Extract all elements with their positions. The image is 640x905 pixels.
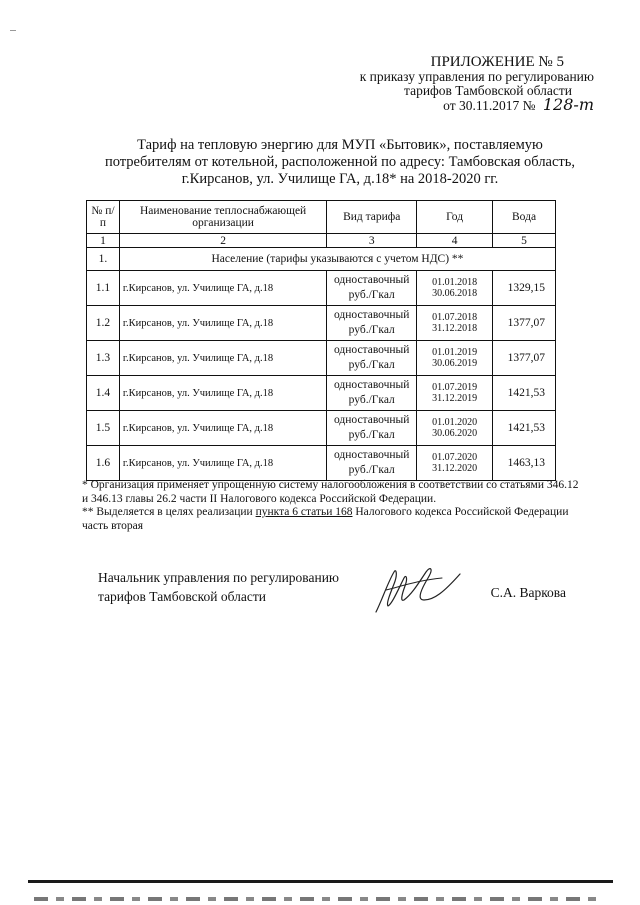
- tax-code-link[interactable]: пункта 6 статьи 168: [255, 506, 353, 518]
- table-row: [87, 446, 556, 481]
- row-tariff-kind: [327, 376, 417, 411]
- row-period: [417, 341, 493, 376]
- row-number: 1.3: [87, 341, 120, 376]
- row-organization: г.Кирсанов, ул. Училище ГА, д.18: [119, 446, 326, 481]
- footnote-2-suffix: Налогового кодекса Российской Федерации часть вторая: [82, 506, 569, 532]
- row-water-value: 1329,15: [493, 271, 556, 306]
- header-name: Наименование теплоснабжающей организации: [119, 201, 326, 234]
- row-tariff-kind: [327, 411, 417, 446]
- tariff-kind-type: одноставочный: [333, 344, 410, 356]
- period-to: 30.06.2020: [432, 428, 478, 439]
- row-water-value: 1421,53: [493, 411, 556, 446]
- period-from: 01.07.2020: [432, 452, 478, 463]
- row-organization: г.Кирсанов, ул. Училище ГА, д.18: [119, 341, 326, 376]
- tariff-kind-unit: руб./Гкал: [348, 289, 395, 301]
- order-number-handwritten: 128-т: [542, 95, 594, 114]
- annex-title: ПРИЛОЖЕНИЕ № 5: [430, 54, 564, 70]
- table-row: [87, 411, 556, 446]
- tariff-kind-unit: руб./Гкал: [348, 394, 395, 406]
- signer-position-line-1: Начальник управления по регулированию: [98, 570, 340, 585]
- table-header-row: [87, 201, 556, 234]
- row-period: [417, 306, 493, 341]
- scan-bottom-border: [28, 880, 613, 883]
- header-num: № п/п: [87, 201, 120, 234]
- tariff-table: [86, 200, 556, 481]
- annex-date: от 30.11.2017 №: [443, 98, 536, 113]
- row-water-value: 1377,07: [493, 341, 556, 376]
- period-from: 01.07.2019: [432, 382, 478, 393]
- period-to: 30.06.2018: [432, 288, 478, 299]
- row-organization: г.Кирсанов, ул. Училище ГА, д.18: [119, 306, 326, 341]
- row-number: 1.4: [87, 376, 120, 411]
- handwritten-signature: [368, 560, 468, 618]
- row-organization: г.Кирсанов, ул. Училище ГА, д.18: [119, 376, 326, 411]
- table-row: [87, 271, 556, 306]
- row-tariff-kind: [327, 446, 417, 481]
- row-period: [417, 376, 493, 411]
- signer-name: С.А. Варкова: [490, 585, 566, 600]
- table-row: [87, 341, 556, 376]
- tariff-kind-unit: руб./Гкал: [348, 464, 395, 476]
- header-water: Вода: [493, 201, 556, 234]
- row-tariff-kind: [327, 271, 417, 306]
- column-index: 5: [493, 234, 556, 248]
- row-period: [417, 446, 493, 481]
- period-to: 30.06.2019: [432, 358, 478, 369]
- tariff-kind-type: одноставочный: [333, 309, 410, 321]
- annex-date-line: [360, 95, 594, 114]
- row-water-value: 1463,13: [493, 446, 556, 481]
- row-water-value: 1421,53: [493, 376, 556, 411]
- annex-authority-line: тарифов Тамбовской области: [404, 83, 572, 98]
- scan-margin-mark: [10, 30, 16, 31]
- footnotes: [82, 479, 582, 533]
- scan-bottom-fragment: [34, 897, 604, 901]
- signer-position: [98, 568, 339, 606]
- column-index-row: [87, 234, 556, 248]
- column-index: 3: [327, 234, 417, 248]
- signer-position-line-2: тарифов Тамбовской области: [98, 589, 266, 604]
- period-from: 01.01.2020: [432, 417, 478, 428]
- footnote-1: * Организация применяет упрощенную систему налогообложения в соответствии со статьями 346.12 и 346.13 главы 26.2 части II Налогового кодекса Российской Федерации.: [82, 479, 579, 505]
- column-index: 4: [417, 234, 493, 248]
- row-number: 1.5: [87, 411, 120, 446]
- row-period: [417, 411, 493, 446]
- table-row: [87, 306, 556, 341]
- annex-header: [360, 55, 594, 113]
- group-title: Население (тарифы указываются с учетом НДС) **: [119, 248, 555, 271]
- group-number: 1.: [87, 248, 120, 271]
- annex-order-line: к приказу управления по регулированию: [359, 69, 594, 84]
- table-row: [87, 376, 556, 411]
- row-tariff-kind: [327, 341, 417, 376]
- tariff-kind-unit: руб./Гкал: [348, 359, 395, 371]
- row-number: 1.2: [87, 306, 120, 341]
- row-period: [417, 271, 493, 306]
- header-kind: Вид тарифа: [327, 201, 417, 234]
- footnote-2-prefix: ** Выделяется в целях реализации: [82, 506, 256, 518]
- period-from: 01.01.2018: [432, 277, 478, 288]
- title-line-2: потребителям от котельной, расположенной по адресу: Тамбовская область,: [104, 154, 576, 170]
- period-to: 31.12.2018: [432, 323, 478, 334]
- tariff-kind-type: одноставочный: [333, 449, 410, 461]
- row-tariff-kind: [327, 306, 417, 341]
- title-line-3: г.Кирсанов, ул. Училище ГА, д.18* на 2018-2020 гг.: [181, 171, 499, 187]
- column-index: 1: [87, 234, 120, 248]
- tariff-kind-unit: руб./Гкал: [348, 429, 395, 441]
- row-organization: г.Кирсанов, ул. Училище ГА, д.18: [119, 411, 326, 446]
- tariff-kind-type: одноставочный: [333, 379, 410, 391]
- tariff-kind-type: одноставочный: [333, 274, 410, 286]
- period-to: 31.12.2020: [432, 463, 478, 474]
- period-from: 01.01.2019: [432, 347, 478, 358]
- period-from: 01.07.2018: [432, 312, 478, 323]
- row-number: 1.6: [87, 446, 120, 481]
- tariff-kind-type: одноставочный: [333, 414, 410, 426]
- footnote-2: [82, 506, 582, 533]
- period-to: 31.12.2019: [432, 393, 478, 404]
- title-line-1: Тариф на тепловую энергию для МУП «Бытовик», поставляемую: [137, 137, 543, 153]
- tariff-kind-unit: руб./Гкал: [348, 324, 395, 336]
- header-year: Год: [417, 201, 493, 234]
- column-index: 2: [119, 234, 326, 248]
- document-title: [60, 137, 620, 188]
- row-number: 1.1: [87, 271, 120, 306]
- row-water-value: 1377,07: [493, 306, 556, 341]
- row-organization: г.Кирсанов, ул. Училище ГА, д.18: [119, 271, 326, 306]
- group-row: [87, 248, 556, 271]
